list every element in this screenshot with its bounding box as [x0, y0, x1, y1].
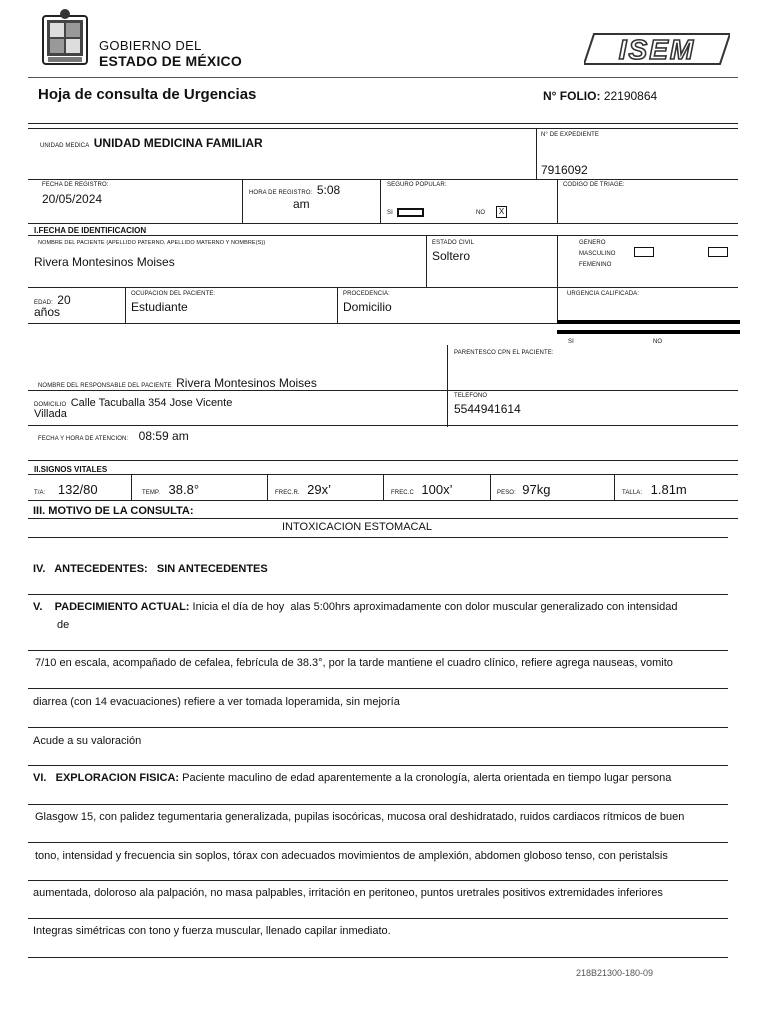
urgencia-label: URGENCIA CALIFICADA: — [567, 291, 640, 297]
antecedentes — [33, 563, 268, 575]
fecha-registro-value: 20/05/2024 — [42, 192, 103, 206]
genero-masculino-checkbox[interactable] — [634, 247, 654, 257]
signos-title: II.SIGNOS VITALES — [34, 465, 108, 474]
padecimiento-line-1 — [33, 601, 677, 613]
fr-field — [275, 481, 331, 499]
temp-label: TEMP. — [142, 490, 161, 496]
temp-field — [142, 481, 199, 499]
fecha-atencion-value: 08:59 am — [138, 429, 189, 443]
expediente-value: 7916092 — [541, 163, 588, 177]
hora-registro-label: HORA DE REGISTRO: — [249, 190, 313, 196]
genero-femenino-checkbox[interactable] — [708, 247, 728, 257]
gov-line-1: GOBIERNO DEL — [99, 38, 202, 53]
seguro-si-checkbox[interactable] — [397, 208, 424, 217]
antecedentes-title: IV. ANTECEDENTES: — [33, 563, 148, 575]
unidad-field — [40, 134, 263, 152]
folio-label: N° FOLIO: — [543, 89, 601, 103]
talla-field — [622, 481, 687, 499]
ocupacion-value: Estudiante — [131, 300, 188, 314]
padecimiento-line-4: Acude a su valoración — [33, 735, 142, 747]
talla-label: TALLA: — [622, 490, 643, 496]
domicilio-label: DOMICILIO — [34, 402, 67, 408]
unidad-label: UNIDAD MEDICA — [40, 143, 90, 149]
hora-registro-ampm: am — [293, 197, 310, 211]
nombre-label: NOMBRE DEL PACIENTE (APELLIDO PATERNO, APELLIDO MATERNO Y NOMBRE(S)) — [38, 240, 266, 246]
seguro-no-checkbox[interactable] — [496, 206, 507, 218]
fr-value: 29x’ — [307, 482, 332, 497]
ta-field — [34, 481, 98, 499]
exploracion-text-1: Paciente maculino de edad aparentemente a la cronología, alerta orientada en tiempo lugar persona — [182, 772, 672, 784]
femenino-label: FEMENINO — [579, 262, 612, 268]
urgencia-bar-bottom — [557, 330, 740, 334]
padecimiento-title: V. PADECIMIENTO ACTUAL: — [33, 601, 190, 613]
exploracion-line-3: tono, intensidad y frecuencia sin soplos, tórax con adecuados movimientos de amplexión, abdomen globoso tenso, con peristalsis — [35, 850, 668, 862]
hora-registro-value: 5:08 — [316, 183, 341, 197]
exploracion-line-5: Integras simétricas con tono y fuerza muscular, llenado capilar inmediato. — [33, 925, 391, 937]
responsable-label: NOMBRE DEL RESPONSABLE DEL PACIENTE — [38, 383, 172, 389]
ta-value: 132/80 — [57, 482, 98, 497]
gov-line-2: ESTADO DE MÉXICO — [99, 53, 242, 69]
seguro-si-label: SI — [387, 210, 393, 216]
urgencia-bar-top — [557, 320, 740, 324]
ta-label: T/A: — [34, 490, 46, 496]
fc-label: FREC.C — [391, 490, 414, 496]
edad-label: EDAD: — [34, 300, 53, 306]
unidad-value: UNIDAD MEDICINA FAMILIAR — [93, 136, 263, 150]
peso-value: 97kg — [522, 482, 551, 497]
edad-value: 20 — [57, 293, 71, 307]
folio — [543, 89, 657, 103]
isem-logo-text: ISEM — [618, 34, 696, 65]
fecha-atencion-field — [38, 427, 189, 445]
triage-label: CODIGO DE TRIAGE: — [563, 182, 625, 188]
estado-civil-label: ESTADO CIVIL — [432, 240, 475, 246]
seguro-no-label: NO — [476, 210, 486, 216]
exploracion-line-1 — [33, 772, 671, 784]
urgencia-si: SI — [568, 339, 574, 345]
procedencia-label: PROCEDENCIA: — [343, 291, 390, 297]
seguro-no-mark: X — [498, 207, 505, 216]
telefono-value: 5544941614 — [454, 402, 521, 416]
fr-label: FREC.R. — [275, 490, 300, 496]
estado-civil-value: Soltero — [432, 249, 471, 263]
peso-label: PESO: — [497, 490, 516, 496]
telefono-label: TELEFONO — [454, 393, 488, 399]
state-seal — [40, 8, 90, 66]
seguro-label: SEGURO POPULAR: — [387, 182, 447, 188]
padecimiento-text-1: Inicia el día de hoy alas 5:00hrs aproximadamente con dolor muscular generalizado con intensidad — [192, 601, 678, 613]
exploracion-line-2: Glasgow 15, con palidez tegumentaria generalizada, pupilas isocóricas, mucosa oral deshidratado, ruidos cardiacos rítmicos de buen — [35, 811, 685, 823]
fecha-atencion-label: FECHA Y HORA DE ATENCION: — [38, 436, 129, 442]
coat-of-arms-icon — [40, 8, 90, 66]
form-title: Hoja de consulta de Urgencias — [38, 86, 257, 103]
urgencia-no: NO — [653, 339, 663, 345]
nombre-value: Rivera Montesinos Moises — [34, 255, 175, 269]
padecimiento-line-3: diarrea (con 14 evacuaciones) refiere a ver tomada loperamida, sin mejoría — [33, 696, 400, 708]
temp-value: 38.8° — [168, 482, 200, 497]
motivo-title: III. MOTIVO DE LA CONSULTA: — [33, 505, 194, 517]
parentesco-label: PARENTESCO CPN EL PACIENTE: — [454, 350, 554, 356]
fecha-registro-label: FECHA DE REGISTRO: — [42, 182, 109, 188]
padecimiento-line-1b: de — [57, 619, 70, 631]
motivo-value: INTOXICACION ESTOMACAL — [282, 521, 432, 533]
peso-field — [497, 481, 551, 499]
responsable-value: Rivera Montesinos Moises — [176, 376, 317, 390]
footer-code: 218B21300-180-09 — [576, 968, 654, 978]
identificacion-title: I.FECHA DE IDENTIFICACION — [34, 226, 147, 235]
folio-value: 22190864 — [603, 89, 658, 103]
padecimiento-line-2: 7/10 en escala, acompañado de cefalea, febrícula de 38.3°, por la tarde mantiene el cuadro clínico, refiere agrega nauseas, vomito — [35, 657, 673, 669]
ocupacion-label: OCUPACION DEL PACIENTE: — [131, 291, 216, 297]
expediente-label: N° DE EXPEDIENTE — [541, 132, 600, 138]
masculino-label: MASCULINO — [579, 251, 616, 257]
genero-label: GENERO — [579, 240, 606, 246]
antecedentes-value: SIN ANTECEDENTES — [156, 563, 268, 575]
edad-unit: años — [34, 305, 61, 319]
domicilio-value-2: Villada — [34, 408, 67, 420]
isem-logo — [584, 32, 730, 66]
domicilio-value-1: Calle Tacuballa 354 Jose Vicente — [70, 397, 233, 409]
exploracion-title: VI. EXPLORACION FISICA: — [33, 772, 180, 784]
fc-field — [391, 481, 452, 499]
fc-value: 100x’ — [421, 482, 453, 497]
talla-value: 1.81m — [650, 482, 687, 497]
procedencia-value: Domicilio — [343, 300, 392, 314]
exploracion-line-4: aumentada, doloroso ala palpación, no masa palpables, irritación en peritoneo, puntos uretrales positivos extremidades inferiores — [33, 887, 663, 899]
